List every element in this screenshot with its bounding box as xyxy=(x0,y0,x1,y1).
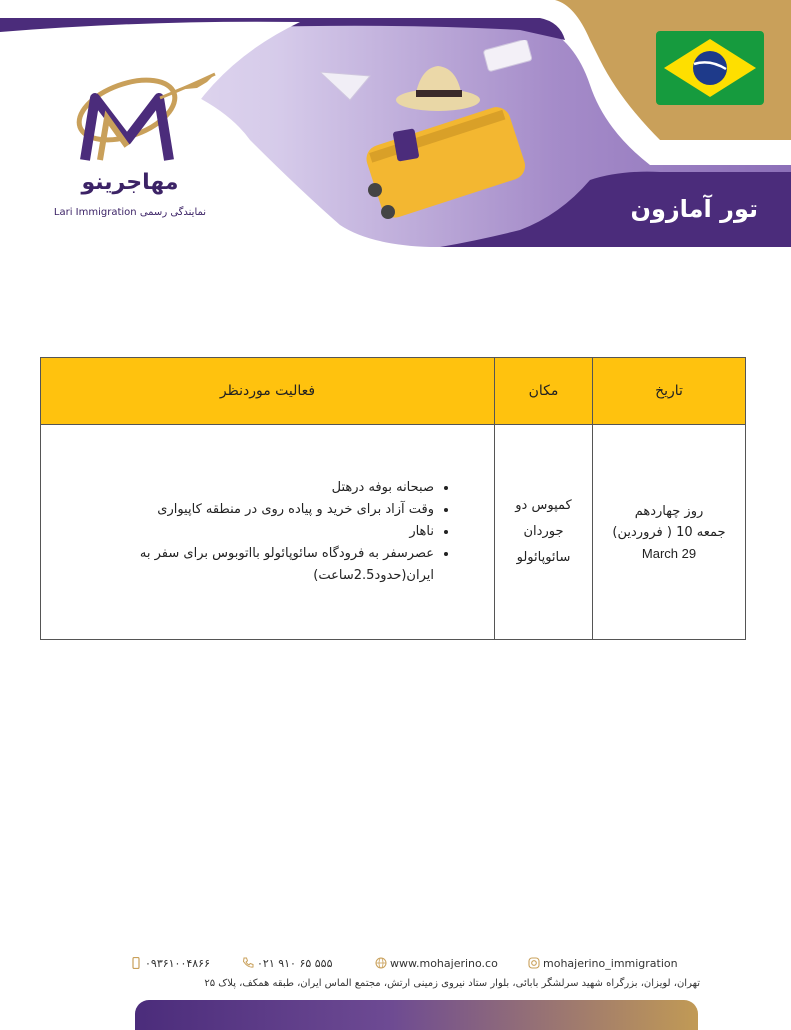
header-activity: فعالیت موردنظر xyxy=(41,358,495,425)
website-link[interactable]: www.mohajerino.co xyxy=(390,957,498,970)
table-row xyxy=(41,425,746,640)
instagram-handle[interactable]: mohajerino_immigration xyxy=(543,957,678,970)
footer xyxy=(0,950,791,1024)
mobile-contact xyxy=(130,957,210,970)
list-item: • وقت آزاد برای خرید و پیاده روی در منطقه کاپیواری xyxy=(55,499,434,521)
phone-icon xyxy=(242,957,254,969)
place-name: کمپوس دو جوردان xyxy=(515,498,572,539)
place-cell xyxy=(495,425,593,640)
website-contact[interactable] xyxy=(375,957,498,970)
suitcase-illustration-icon xyxy=(320,40,550,225)
place-city: سائوپائولو xyxy=(516,550,571,565)
list-item: • ناهار xyxy=(55,521,434,543)
brand-name: مهاجرینو xyxy=(81,170,179,195)
table-header-row xyxy=(41,358,746,425)
header-place: مکان xyxy=(495,358,593,425)
mobile-icon xyxy=(130,957,142,969)
header-date: تاریخ xyxy=(593,358,746,425)
activity-list xyxy=(55,477,454,587)
activity-cell xyxy=(41,425,495,640)
phone-contact xyxy=(242,957,332,970)
date-persian: جمعه 10 ( فروردین) xyxy=(612,524,726,540)
date-day: روز چهاردهم xyxy=(634,503,704,519)
tour-title: تور آمازون xyxy=(630,195,758,223)
globe-icon xyxy=(375,957,387,969)
list-item: • عصرسفر به فرودگاه سائوپائولو بااتوبوس برای سفر به ایران(حدود2.5ساعت) xyxy=(55,543,434,587)
phone-number: ۰۲۱ ۹۱۰ ۶۵ ۵۵۵ xyxy=(257,957,333,970)
date-cell xyxy=(593,425,746,640)
instagram-contact[interactable] xyxy=(528,957,678,970)
footer-address: تهران، لویزان، بزرگراه شهید سرلشگر بابائی، بلوار ستاد نیروی زمینی ارتش، مجتمع الماس ایران، طبقه همکف، پلاک ۲۵ xyxy=(204,978,700,989)
brand-subtitle: نمایندگی رسمی Lari Immigration xyxy=(53,207,207,218)
brand-logo-icon xyxy=(55,68,255,228)
mobile-number: ۰۹۳۶۱۰۰۴۸۶۶ xyxy=(145,957,210,970)
date-gregorian: 29 March xyxy=(641,545,697,561)
list-item: • صبحانه بوفه درهتل xyxy=(55,477,434,499)
schedule-table xyxy=(40,357,746,640)
instagram-icon xyxy=(528,957,540,969)
footer-bar xyxy=(135,1000,698,1030)
footer-contacts xyxy=(130,957,700,973)
brazil-flag-icon xyxy=(656,31,764,105)
